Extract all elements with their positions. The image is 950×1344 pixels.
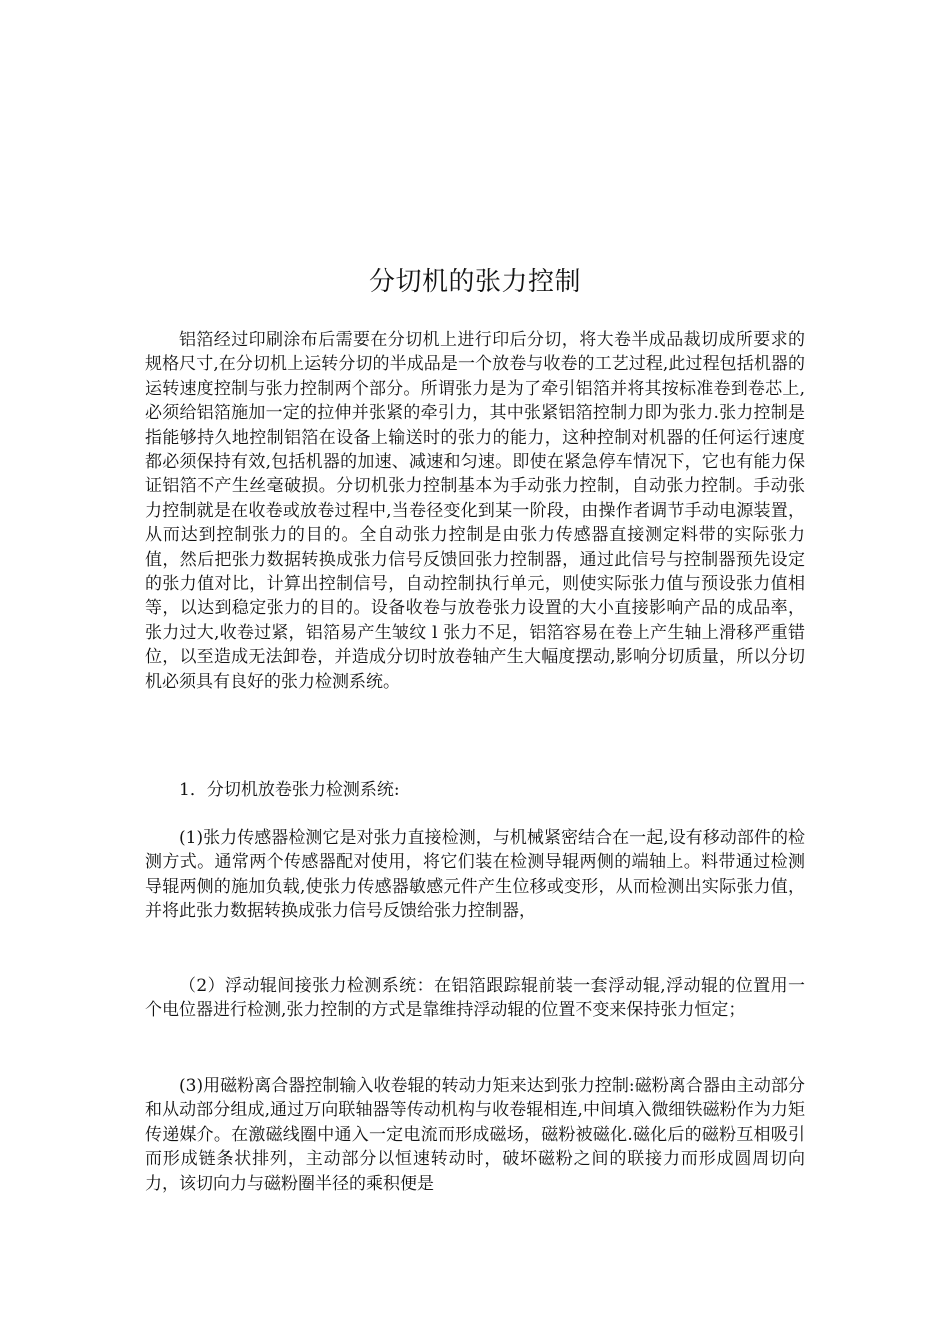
paragraph-floating-roller: （2）浮动辊间接张力检测系统：在铝箔跟踪辊前装一套浮动辊,浮动辊的位置用一个电位器进行检测,张力控制的方式是靠维持浮动辊的位置不变来保持张力恒定； <box>145 976 805 1021</box>
page-title: 分切机的张力控制 <box>368 267 581 297</box>
paragraph-sensor: (1)张力传感器检测它是对张力直接检测，与机械紧密结合在一起,设有移动部件的检测方式。通常两个传感器配对使用，将它们装在检测导辊两侧的端轴上。料带通过检测导辊两侧的施加负载,使张力传感器敏感元件产生位移或变形，从而检测出实际张力值，并将此张力数据转换成张力信号反馈给张力控制器， <box>145 828 805 922</box>
section-heading: 1．分切机放卷张力检测系统: <box>179 780 400 800</box>
paragraph-intro: 铝箔经过印刷涂布后需要在分切机上进行印后分切，将大卷半成品裁切成所要求的规格尺寸,在分切机上运转分切的半成品是一个放卷与收卷的工艺过程,此过程包括机器的运转速度控制与张力控制两个部分。所谓张力是为了牵引铝箔并将其按标准卷到卷芯上,必须给铝箔施加一定的拉伸并张紧的牵引力，其中张紧铝箔控制力即为张力.张力控制是指能够持久地控制铝箔在设备上输送时的张力的能力，这种控制对机器的任何运行速度都必须保持有效,包括机器的加速、减速和匀速。即使在紧急停车情况下，它也有能力保证铝箔不产生丝毫破损。分切机张力控制基本为手动张力控制，自动张力控制。手动张力控制就是在收卷或放卷过程中,当卷径变化到某一阶段，由操作者调节手动电源装置，从而达到控制张力的目的。全自动张力控制是由张力传感器直接测定料带的实际张力值，然后把张力数据转换成张力信号反馈回张力控制器，通过此信号与控制器预先设定的张力值对比，计算出控制信号，自动控制执行单元，则使实际张力值与预设张力值相等，以达到稳定张力的目的。设备收卷与放卷张力设置的大小直接影响产品的成品率，张力过大,收卷过紧，铝箔易产生皱纹 l 张力不足，铝箔容易在卷上产生轴上滑移严重错位，以至造成无法卸卷，并造成分切时放卷轴产生大幅度摆动,影响分切质量，所以分切机必须具有良好的张力检测系统。 <box>145 330 805 692</box>
paragraph-magnetic-clutch: (3)用磁粉离合器控制输入收卷辊的转动力矩来达到张力控制:磁粉离合器由主动部分和从动部分组成,通过万向联轴器等传动机构与收卷辊相连,中间填入微细铁磁粉作为力矩传递媒介。在激磁线圈中通入一定电流而形成磁场，磁粉被磁化.磁化后的磁粉互相吸引而形成链条状排列，主动部分以恒速转动时，破坏磁粉之间的联接力而形成圆周切向力，该切向力与磁粉圈半径的乘积便是 <box>145 1076 805 1194</box>
